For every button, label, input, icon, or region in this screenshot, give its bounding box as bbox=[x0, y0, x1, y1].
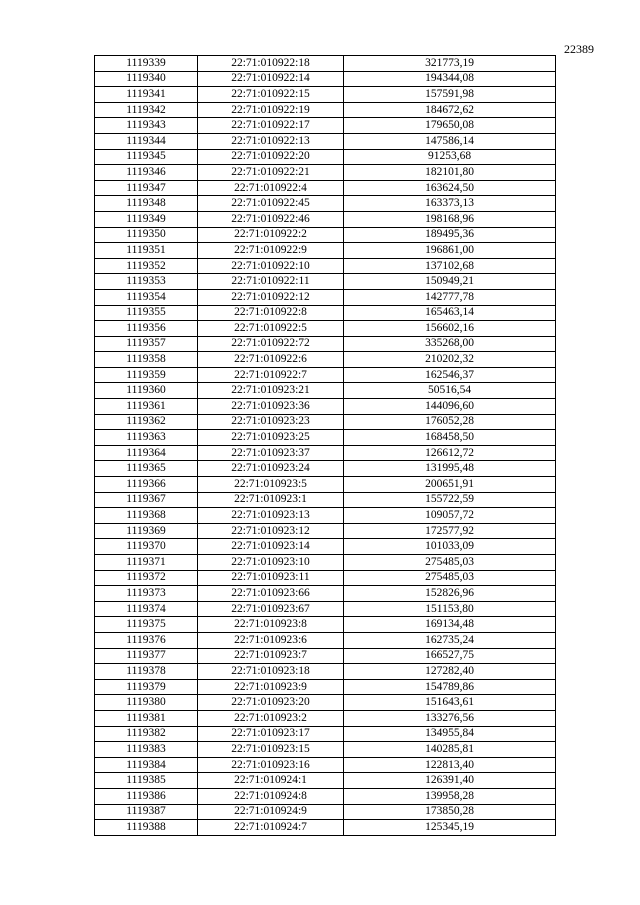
table-row bbox=[95, 180, 556, 196]
record-id-cell: 1119354 bbox=[95, 289, 198, 305]
cadastral-number-cell: 22:71:010923:2 bbox=[198, 710, 344, 726]
record-id-cell: 1119379 bbox=[95, 679, 198, 695]
amount-cell: 109057,72 bbox=[344, 508, 556, 524]
amount-cell: 194344,08 bbox=[344, 71, 556, 87]
amount-cell: 151643,61 bbox=[344, 695, 556, 711]
table-row bbox=[95, 196, 556, 212]
record-id-cell: 1119371 bbox=[95, 555, 198, 571]
record-id-cell: 1119349 bbox=[95, 211, 198, 227]
cadastral-number-cell: 22:71:010922:5 bbox=[198, 321, 344, 337]
cadastral-number-cell: 22:71:010923:15 bbox=[198, 742, 344, 758]
cadastral-number-cell: 22:71:010923:9 bbox=[198, 679, 344, 695]
table-row bbox=[95, 788, 556, 804]
record-id-cell: 1119373 bbox=[95, 586, 198, 602]
amount-cell: 154789,86 bbox=[344, 679, 556, 695]
table-row bbox=[95, 820, 556, 836]
cadastral-number-cell: 22:71:010922:17 bbox=[198, 118, 344, 134]
record-id-cell: 1119384 bbox=[95, 757, 198, 773]
table-row bbox=[95, 336, 556, 352]
amount-cell: 133276,56 bbox=[344, 710, 556, 726]
cadastral-number-cell: 22:71:010923:67 bbox=[198, 601, 344, 617]
amount-cell: 169134,48 bbox=[344, 617, 556, 633]
amount-cell: 134955,84 bbox=[344, 726, 556, 742]
amount-cell: 198168,96 bbox=[344, 211, 556, 227]
record-id-cell: 1119375 bbox=[95, 617, 198, 633]
record-id-cell: 1119358 bbox=[95, 352, 198, 368]
cadastral-number-cell: 22:71:010922:13 bbox=[198, 133, 344, 149]
cadastral-number-cell: 22:71:010924:1 bbox=[198, 773, 344, 789]
cadastral-number-cell: 22:71:010922:6 bbox=[198, 352, 344, 368]
cadastral-number-cell: 22:71:010922:12 bbox=[198, 289, 344, 305]
amount-cell: 179650,08 bbox=[344, 118, 556, 134]
amount-cell: 127282,40 bbox=[344, 664, 556, 680]
cadastral-number-cell: 22:71:010923:6 bbox=[198, 632, 344, 648]
table-row bbox=[95, 601, 556, 617]
table-row bbox=[95, 539, 556, 555]
cadastral-number-cell: 22:71:010923:12 bbox=[198, 523, 344, 539]
amount-cell: 189495,36 bbox=[344, 227, 556, 243]
amount-cell: 275485,03 bbox=[344, 570, 556, 586]
amount-cell: 162735,24 bbox=[344, 632, 556, 648]
record-id-cell: 1119388 bbox=[95, 820, 198, 836]
cadastral-number-cell: 22:71:010923:13 bbox=[198, 508, 344, 524]
table-row bbox=[95, 87, 556, 103]
table-row bbox=[95, 804, 556, 820]
table-row bbox=[95, 321, 556, 337]
table-row bbox=[95, 289, 556, 305]
table-row bbox=[95, 648, 556, 664]
table-row bbox=[95, 56, 556, 72]
cadastral-number-cell: 22:71:010923:25 bbox=[198, 430, 344, 446]
table-row bbox=[95, 773, 556, 789]
amount-cell: 168458,50 bbox=[344, 430, 556, 446]
record-id-cell: 1119385 bbox=[95, 773, 198, 789]
table-row bbox=[95, 165, 556, 181]
record-id-cell: 1119347 bbox=[95, 180, 198, 196]
record-id-cell: 1119356 bbox=[95, 321, 198, 337]
page-number: 22389 bbox=[564, 42, 594, 56]
amount-cell: 91253,68 bbox=[344, 149, 556, 165]
record-id-cell: 1119355 bbox=[95, 305, 198, 321]
amount-cell: 137102,68 bbox=[344, 258, 556, 274]
table-row bbox=[95, 258, 556, 274]
amount-cell: 144096,60 bbox=[344, 399, 556, 415]
cadastral-number-cell: 22:71:010923:21 bbox=[198, 383, 344, 399]
amount-cell: 172577,92 bbox=[344, 523, 556, 539]
table-row bbox=[95, 508, 556, 524]
amount-cell: 131995,48 bbox=[344, 461, 556, 477]
cadastral-number-cell: 22:71:010922:8 bbox=[198, 305, 344, 321]
table-row bbox=[95, 726, 556, 742]
table-row bbox=[95, 617, 556, 633]
record-id-cell: 1119341 bbox=[95, 87, 198, 103]
record-id-cell: 1119374 bbox=[95, 601, 198, 617]
record-id-cell: 1119360 bbox=[95, 383, 198, 399]
record-id-cell: 1119367 bbox=[95, 492, 198, 508]
amount-cell: 157591,98 bbox=[344, 87, 556, 103]
cadastral-number-cell: 22:71:010923:8 bbox=[198, 617, 344, 633]
cadastral-number-cell: 22:71:010922:15 bbox=[198, 87, 344, 103]
cadastral-number-cell: 22:71:010922:2 bbox=[198, 227, 344, 243]
amount-cell: 173850,28 bbox=[344, 804, 556, 820]
cadastral-number-cell: 22:71:010922:4 bbox=[198, 180, 344, 196]
record-id-cell: 1119382 bbox=[95, 726, 198, 742]
amount-cell: 200651,91 bbox=[344, 477, 556, 493]
record-id-cell: 1119362 bbox=[95, 414, 198, 430]
record-id-cell: 1119377 bbox=[95, 648, 198, 664]
amount-cell: 156602,16 bbox=[344, 321, 556, 337]
data-table bbox=[94, 55, 556, 836]
cadastral-number-cell: 22:71:010923:7 bbox=[198, 648, 344, 664]
cadastral-number-cell: 22:71:010922:19 bbox=[198, 102, 344, 118]
table-row bbox=[95, 757, 556, 773]
amount-cell: 182101,80 bbox=[344, 165, 556, 181]
amount-cell: 147586,14 bbox=[344, 133, 556, 149]
cadastral-number-cell: 22:71:010923:18 bbox=[198, 664, 344, 680]
table-row bbox=[95, 274, 556, 290]
record-id-cell: 1119345 bbox=[95, 149, 198, 165]
cadastral-number-cell: 22:71:010923:16 bbox=[198, 757, 344, 773]
amount-cell: 163624,50 bbox=[344, 180, 556, 196]
cadastral-number-cell: 22:71:010924:9 bbox=[198, 804, 344, 820]
record-id-cell: 1119351 bbox=[95, 243, 198, 259]
record-id-cell: 1119344 bbox=[95, 133, 198, 149]
cadastral-number-cell: 22:71:010922:10 bbox=[198, 258, 344, 274]
record-id-cell: 1119386 bbox=[95, 788, 198, 804]
table-row bbox=[95, 710, 556, 726]
record-id-cell: 1119370 bbox=[95, 539, 198, 555]
table-row bbox=[95, 430, 556, 446]
table-row bbox=[95, 477, 556, 493]
table-body bbox=[95, 56, 556, 836]
table-row bbox=[95, 243, 556, 259]
amount-cell: 210202,32 bbox=[344, 352, 556, 368]
cadastral-number-cell: 22:71:010923:36 bbox=[198, 399, 344, 415]
record-id-cell: 1119368 bbox=[95, 508, 198, 524]
cadastral-number-cell: 22:71:010923:14 bbox=[198, 539, 344, 555]
table-row bbox=[95, 133, 556, 149]
amount-cell: 125345,19 bbox=[344, 820, 556, 836]
amount-cell: 151153,80 bbox=[344, 601, 556, 617]
amount-cell: 50516,54 bbox=[344, 383, 556, 399]
table-row bbox=[95, 414, 556, 430]
amount-cell: 166527,75 bbox=[344, 648, 556, 664]
record-id-cell: 1119369 bbox=[95, 523, 198, 539]
table-row bbox=[95, 367, 556, 383]
cadastral-number-cell: 22:71:010924:7 bbox=[198, 820, 344, 836]
cadastral-number-cell: 22:71:010922:14 bbox=[198, 71, 344, 87]
record-id-cell: 1119366 bbox=[95, 477, 198, 493]
table-row bbox=[95, 679, 556, 695]
table-row bbox=[95, 399, 556, 415]
table-row bbox=[95, 118, 556, 134]
cadastral-number-cell: 22:71:010922:9 bbox=[198, 243, 344, 259]
table-row bbox=[95, 664, 556, 680]
record-id-cell: 1119353 bbox=[95, 274, 198, 290]
amount-cell: 196861,00 bbox=[344, 243, 556, 259]
table-row bbox=[95, 586, 556, 602]
record-id-cell: 1119361 bbox=[95, 399, 198, 415]
record-id-cell: 1119352 bbox=[95, 258, 198, 274]
cadastral-number-cell: 22:71:010922:72 bbox=[198, 336, 344, 352]
record-id-cell: 1119364 bbox=[95, 445, 198, 461]
amount-cell: 176052,28 bbox=[344, 414, 556, 430]
cadastral-number-cell: 22:71:010922:20 bbox=[198, 149, 344, 165]
table-row bbox=[95, 71, 556, 87]
cadastral-number-cell: 22:71:010924:8 bbox=[198, 788, 344, 804]
cadastral-number-cell: 22:71:010923:1 bbox=[198, 492, 344, 508]
record-id-cell: 1119346 bbox=[95, 165, 198, 181]
record-id-cell: 1119380 bbox=[95, 695, 198, 711]
record-id-cell: 1119381 bbox=[95, 710, 198, 726]
cadastral-number-cell: 22:71:010923:20 bbox=[198, 695, 344, 711]
record-id-cell: 1119363 bbox=[95, 430, 198, 446]
cadastral-number-cell: 22:71:010922:11 bbox=[198, 274, 344, 290]
amount-cell: 142777,78 bbox=[344, 289, 556, 305]
table-row bbox=[95, 102, 556, 118]
table-row bbox=[95, 742, 556, 758]
table-row bbox=[95, 555, 556, 571]
table-row bbox=[95, 149, 556, 165]
record-id-cell: 1119378 bbox=[95, 664, 198, 680]
amount-cell: 163373,13 bbox=[344, 196, 556, 212]
table-row bbox=[95, 570, 556, 586]
record-id-cell: 1119357 bbox=[95, 336, 198, 352]
cadastral-number-cell: 22:71:010922:7 bbox=[198, 367, 344, 383]
amount-cell: 321773,19 bbox=[344, 56, 556, 72]
record-id-cell: 1119348 bbox=[95, 196, 198, 212]
cadastral-number-cell: 22:71:010922:21 bbox=[198, 165, 344, 181]
amount-cell: 335268,00 bbox=[344, 336, 556, 352]
table-row bbox=[95, 461, 556, 477]
amount-cell: 126391,40 bbox=[344, 773, 556, 789]
table-row bbox=[95, 523, 556, 539]
record-id-cell: 1119339 bbox=[95, 56, 198, 72]
table-row bbox=[95, 227, 556, 243]
cadastral-number-cell: 22:71:010923:24 bbox=[198, 461, 344, 477]
table-row bbox=[95, 383, 556, 399]
record-id-cell: 1119383 bbox=[95, 742, 198, 758]
cadastral-number-cell: 22:71:010923:10 bbox=[198, 555, 344, 571]
cadastral-number-cell: 22:71:010923:37 bbox=[198, 445, 344, 461]
amount-cell: 126612,72 bbox=[344, 445, 556, 461]
table-row bbox=[95, 492, 556, 508]
record-id-cell: 1119376 bbox=[95, 632, 198, 648]
record-id-cell: 1119350 bbox=[95, 227, 198, 243]
record-id-cell: 1119365 bbox=[95, 461, 198, 477]
amount-cell: 150949,21 bbox=[344, 274, 556, 290]
record-id-cell: 1119340 bbox=[95, 71, 198, 87]
cadastral-number-cell: 22:71:010922:46 bbox=[198, 211, 344, 227]
cadastral-number-cell: 22:71:010922:18 bbox=[198, 56, 344, 72]
record-id-cell: 1119342 bbox=[95, 102, 198, 118]
amount-cell: 184672,62 bbox=[344, 102, 556, 118]
table-row bbox=[95, 632, 556, 648]
record-id-cell: 1119343 bbox=[95, 118, 198, 134]
amount-cell: 275485,03 bbox=[344, 555, 556, 571]
cadastral-number-cell: 22:71:010923:66 bbox=[198, 586, 344, 602]
cadastral-number-cell: 22:71:010923:23 bbox=[198, 414, 344, 430]
table-row bbox=[95, 352, 556, 368]
cadastral-number-cell: 22:71:010923:5 bbox=[198, 477, 344, 493]
amount-cell: 155722,59 bbox=[344, 492, 556, 508]
cadastral-number-cell: 22:71:010923:17 bbox=[198, 726, 344, 742]
table-row bbox=[95, 695, 556, 711]
record-id-cell: 1119372 bbox=[95, 570, 198, 586]
table-row bbox=[95, 211, 556, 227]
table-row bbox=[95, 445, 556, 461]
record-id-cell: 1119359 bbox=[95, 367, 198, 383]
amount-cell: 162546,37 bbox=[344, 367, 556, 383]
record-id-cell: 1119387 bbox=[95, 804, 198, 820]
cadastral-number-cell: 22:71:010923:11 bbox=[198, 570, 344, 586]
amount-cell: 139958,28 bbox=[344, 788, 556, 804]
table-row bbox=[95, 305, 556, 321]
amount-cell: 165463,14 bbox=[344, 305, 556, 321]
amount-cell: 140285,81 bbox=[344, 742, 556, 758]
amount-cell: 152826,96 bbox=[344, 586, 556, 602]
amount-cell: 101033,09 bbox=[344, 539, 556, 555]
cadastral-number-cell: 22:71:010922:45 bbox=[198, 196, 344, 212]
amount-cell: 122813,40 bbox=[344, 757, 556, 773]
